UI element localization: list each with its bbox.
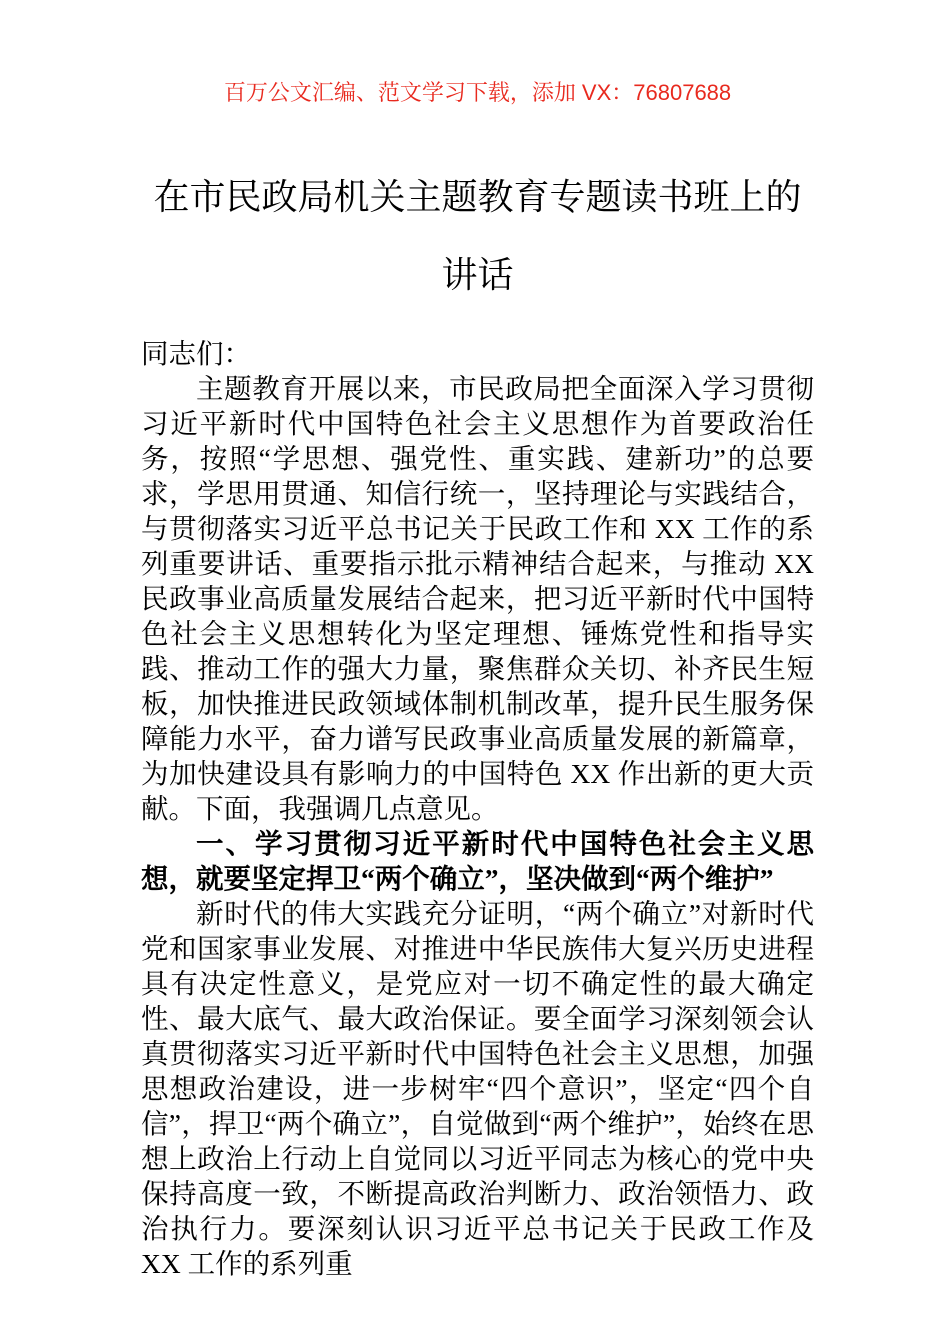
section-heading-1: 一、学习贯彻习近平新时代中国特色社会主义思想，就要坚定捍卫“两个确立”，坚决做到“两个维护”: [141, 828, 814, 894]
promo-notice: 百万公文汇编、范文学习下载，添加 VX：76807688: [223, 80, 732, 105]
document-title: 在市民政局机关主题教育专题读书班上的讲话: [153, 177, 802, 295]
paragraph-section-1-body: 新时代的伟大实践充分证明，“两个确立”对新时代党和国家事业发展、对推进中华民族伟大复兴历史进程具有决定性意义，是党应对一切不确定性的最大确定性、最大底气、最大政治保证。要全面学习深刻领会认真贯彻落实习近平新时代中国特色社会主义思想，加强思想政治建设，进一步树牢“四个意识”，坚定“四个自信”，捍卫“两个确立”，自觉做到“两个维护”，始终在思想上政治上行动上自觉同以习近平同志为核心的党中央保持高度一致，不断提高政治判断力、政治领悟力、政治执行力。要深刻认识习近平总书记关于民政工作及 XX 工作的系列重: [141, 898, 814, 1279]
document-body: [141, 336, 814, 1281]
paragraph-salutation: 同志们：: [141, 338, 251, 369]
paragraph-intro: 主题教育开展以来，市民政局把全面深入学习贯彻习近平新时代中国特色社会主义思想作为首要政治任务，按照“学思想、强党性、重实践、建新功”的总要求，学思用贯通、知信行统一，坚持理论与实践结合，与贯彻落实习近平总书记关于民政工作和 XX 工作的系列重要讲话、重要指示批示精神结合起来，与推动 XX 民政事业高质量发展结合起来，把习近平新时代中国特色社会主义思想转化为坚定理想、锤炼党性和指导实践、推动工作的强大力量，聚焦群众关切、补齐民生短板，加快推进民政领域体制机制改革，提升民生服务保障能力水平，奋力谱写民政事业高质量发展的新篇章，为加快建设具有影响力的中国特色 XX 作出新的更大贡献。下面，我强调几点意见。: [141, 373, 814, 824]
